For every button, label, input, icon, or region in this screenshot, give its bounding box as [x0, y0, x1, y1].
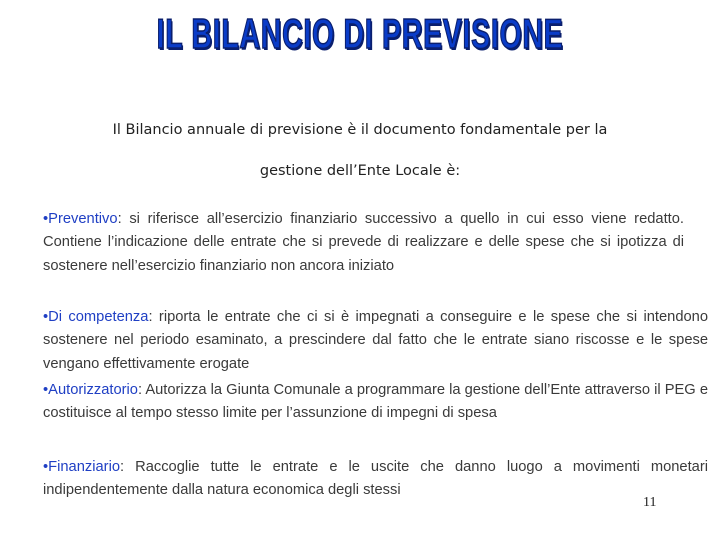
item-autorizzatorio — [43, 379, 708, 426]
intro-line-2: gestione dell’Ente Locale è: — [259, 163, 461, 179]
item-term: Preventivo — [48, 211, 118, 227]
item-description: Autorizza la Giunta Comunale a programmare la gestione dell’Ente attraverso il PEG e costituisce al tempo stesso limite per l’assunzione di impegni di spesa — [43, 382, 708, 422]
item-separator: : — [148, 309, 153, 325]
item-term: Finanziario — [48, 459, 120, 475]
intro-line-1: Il Bilancio annuale di previsione è il documento fondamentale per la — [112, 122, 608, 138]
item-separator: : — [117, 211, 122, 227]
item-description: si riferisce all’esercizio finanziario successivo a quello in cui esso viene redatto. Contiene l’indicazione delle entrate che si prevede di realizzare e delle spese che si ipotizza di sostenere nell’esercizio finanziario non ancora iniziato — [43, 211, 684, 274]
bullet-icon: • — [43, 459, 49, 475]
bullet-icon: • — [43, 211, 49, 227]
item-term: Di competenza — [48, 309, 149, 325]
bullet-icon: • — [43, 382, 49, 398]
bullet-icon: • — [43, 309, 49, 325]
page-title: IL BILANCIO DI PREVISIONE — [156, 10, 564, 57]
item-separator: : — [120, 459, 125, 475]
item-separator: : — [137, 382, 143, 398]
item-description: Raccoglie tutte le entrate e le uscite che danno luogo a movimenti monetari indipendentemente dalla natura economica degli stessi — [43, 459, 708, 499]
item-di-competenza — [43, 306, 708, 376]
item-preventivo — [43, 208, 684, 278]
page-number: 11 — [643, 495, 657, 510]
item-term: Autorizzatorio — [48, 382, 138, 398]
item-description: riporta le entrate che ci si è impegnati a conseguire e le spese che si intendono sostenere nel periodo esaminato, a prescindere dal fatto che le entrate siano riscosse e le spese vengano effettivamente erogate — [43, 309, 708, 372]
item-finanziario — [43, 456, 708, 503]
